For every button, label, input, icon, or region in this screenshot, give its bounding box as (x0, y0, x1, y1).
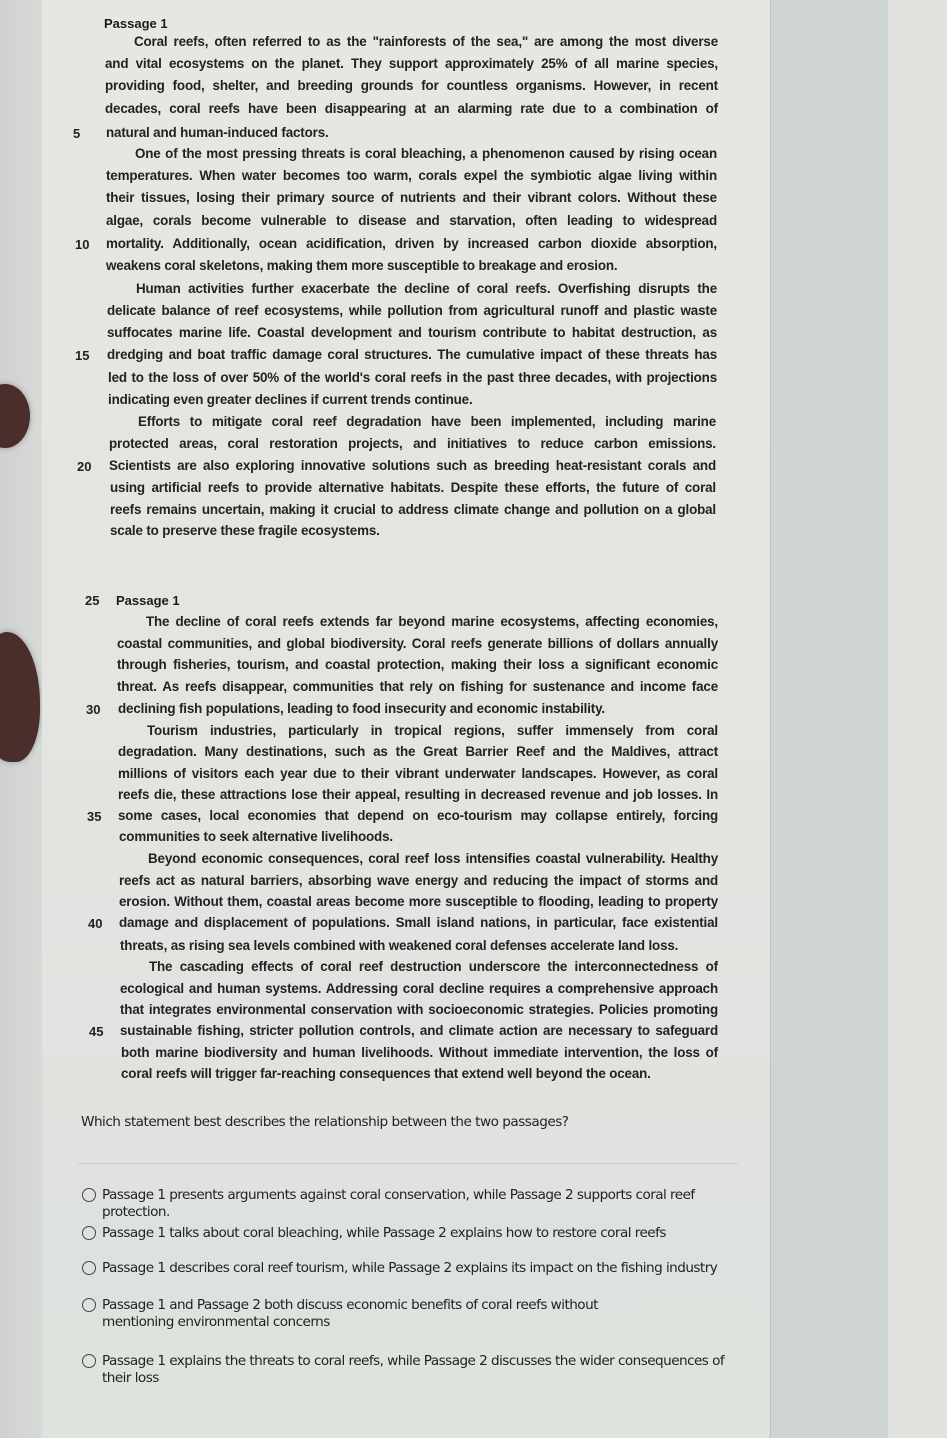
answer-option-e[interactable] (82, 1353, 732, 1387)
passage-1-line: providing food, shelter, and breeding grounds for countless organisms. However, in recent (105, 78, 718, 93)
passage-1-line: One of the most pressing threats is coral bleaching, a phenomenon caused by rising ocean (135, 146, 717, 161)
line-number: 45 (89, 1024, 104, 1039)
passage-2-line: sustainable fishing, stricter pollution controls, and climate action are necessary to safeguard (120, 1023, 718, 1038)
passage-2-line: coastal communities, and global biodiversity. Coral reefs generate billions of dollars annually (117, 636, 718, 651)
passage-2-line: Beyond economic consequences, coral reef loss intensifies coastal vulnerability. Healthy (148, 851, 718, 866)
passage-1-title: Passage 1 (104, 16, 168, 31)
passage-2-line: reefs die, these attractions lose their appeal, resulting in decreased revenue and job losses. In (118, 787, 718, 802)
answer-option-label: Passage 1 describes coral reef tourism, while Passage 2 explains its impact on the fishing industry (102, 1260, 718, 1276)
answer-option-b[interactable] (82, 1225, 742, 1242)
passage-2-line: The cascading effects of coral reef destruction underscore the interconnectedness of (149, 959, 718, 974)
question-divider (78, 1163, 738, 1164)
radio-button-icon[interactable] (82, 1354, 96, 1368)
passage-1-line: Scientists are also exploring innovative solutions such as breeding heat-resistant corals and (109, 458, 716, 473)
line-number: 30 (86, 702, 101, 717)
passage-2-line: ecological and human systems. Addressing coral decline requires a comprehensive approach (120, 981, 718, 996)
radio-button-icon[interactable] (82, 1261, 96, 1275)
passage-1-line: scale to preserve these fragile ecosystems. (110, 523, 380, 538)
passage-1-line: weakens coral skeletons, making them more susceptible to breakage and erosion. (106, 258, 618, 273)
passage-2-line: The decline of coral reefs extends far beyond marine ecosystems, affecting economies, (146, 614, 718, 629)
passage-1-line: dredging and boat traffic damage coral structures. The cumulative impact of these threats has (107, 347, 717, 362)
passage-1-line: led to the loss of over 50% of the world's coral reefs in the past three decades, with projections (108, 370, 717, 385)
answer-option-label: Passage 1 presents arguments against coral conservation, while Passage 2 supports coral reef protection. (102, 1187, 695, 1220)
answer-option-label: Passage 1 and Passage 2 both discuss economic benefits of coral reefs without mentioning environmental concerns (102, 1297, 598, 1330)
passage-2-line: degradation. Many destinations, such as the Great Barrier Reef and the Maldives, attract (118, 744, 718, 759)
passage-2-title: Passage 1 (116, 593, 180, 608)
line-number: 5 (73, 126, 81, 141)
answer-option-label: Passage 1 talks about coral bleaching, while Passage 2 explains how to restore coral reefs (102, 1225, 666, 1241)
passage-1-line: suffocates marine life. Coastal development and tourism contribute to habitat destruction, as (107, 325, 717, 340)
passage-1-line: natural and human-induced factors. (106, 125, 329, 140)
passage-2-line: threats, as rising sea levels combined with weakened coral defenses accelerate land loss. (120, 938, 679, 953)
answer-option-label: Passage 1 explains the threats to coral reefs, while Passage 2 discusses the wider consequences of their loss (102, 1353, 725, 1386)
right-side-panel (770, 0, 889, 1438)
answer-option-d[interactable] (82, 1297, 662, 1331)
passage-1-line: Efforts to mitigate coral reef degradation have been implemented, including marine (138, 414, 716, 429)
passage-1-line: their tissues, losing their primary source of nutrients and their vibrant colors. Without these (106, 190, 717, 205)
passage-2-line: erosion. Without them, coastal areas become more susceptible to flooding, leading to property (119, 894, 718, 909)
passage-1-line: protected areas, coral restoration projects, and initiatives to reduce carbon emissions. (109, 436, 716, 451)
line-number: 15 (75, 348, 90, 363)
passage-2-line: that integrates environmental conservation with socioeconomic strategies. Policies promoting (120, 1002, 718, 1017)
passage-2-line: both marine biodiversity and human livelihoods. Without immediate intervention, the loss of (121, 1045, 718, 1060)
passage-2-line: through fisheries, tourism, and coastal protection, making their loss a significant economic (117, 657, 718, 672)
passage-2-line: damage and displacement of populations. Small island nations, in particular, face existential (119, 915, 718, 930)
radio-button-icon[interactable] (82, 1298, 96, 1312)
passage-2-line: communities to seek alternative livelihoods. (119, 829, 393, 844)
line-number: 20 (77, 459, 92, 474)
passage-2-line: some cases, local economies that depend on eco-tourism may collapse entirely, forcing (118, 808, 718, 823)
passage-1-line: temperatures. When water becomes too warm, corals expel the symbiotic algae living within (106, 168, 717, 183)
passage-1-line: Human activities further exacerbate the decline of coral reefs. Overfishing disrupts the (136, 281, 717, 296)
line-number: 35 (87, 809, 102, 824)
passage-1-line: decades, coral reefs have been disappearing at an alarming rate due to a combination of (105, 101, 718, 116)
passage-1-line: reefs remains uncertain, making it crucial to address climate change and pollution on a global (110, 502, 716, 517)
answer-option-c[interactable] (82, 1260, 742, 1277)
passage-2-line: coral reefs will trigger far-reaching consequences that extend well beyond the ocean. (121, 1066, 651, 1081)
passage-2-line: Tourism industries, particularly in tropical regions, suffer immensely from coral (147, 723, 718, 738)
line-number: 40 (88, 916, 103, 931)
passage-1-line: delicate balance of reef ecosystems, while pollution from agricultural runoff and plastic waste (107, 303, 717, 318)
passage-2-line: millions of visitors each year due to their vibrant underwater landscapes. However, as coral (118, 766, 718, 781)
answer-option-a[interactable] (82, 1187, 742, 1221)
passage-1-line: indicating even greater declines if current trends continue. (108, 392, 473, 407)
passage-1-line: mortality. Additionally, ocean acidification, driven by increased carbon dioxide absorption, (106, 236, 717, 251)
radio-button-icon[interactable] (82, 1226, 96, 1240)
question-prompt: Which statement best describes the relationship between the two passages? (81, 1114, 569, 1130)
radio-button-icon[interactable] (82, 1188, 96, 1202)
passage-2-line: reefs act as natural barriers, absorbing wave energy and reducing the impact of storms and (119, 873, 718, 888)
passage-1-line: algae, corals become vulnerable to disease and starvation, often leading to widespread (106, 213, 717, 228)
right-screen-margin (888, 0, 947, 1438)
passage-1-line: using artificial reefs to provide alternative habitats. Despite these efforts, the future of coral (110, 480, 716, 495)
line-number: 10 (75, 237, 90, 252)
passage-1-line: and vital ecosystems on the planet. They support approximately 25% of all marine species, (105, 56, 718, 71)
passage-2-line: declining fish populations, leading to food insecurity and economic instability. (118, 701, 605, 716)
passage-2-line: threat. As reefs disappear, communities that rely on fishing for sustenance and income face (117, 679, 718, 694)
line-number: 25 (85, 593, 100, 608)
passage-1-line: Coral reefs, often referred to as the "rainforests of the sea," are among the most diverse (134, 34, 718, 49)
